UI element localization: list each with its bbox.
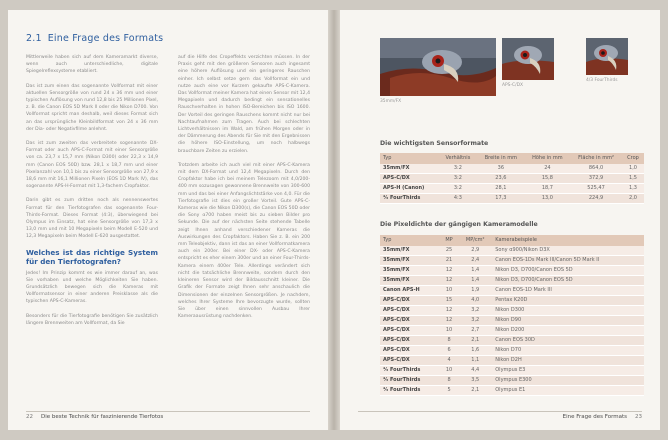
section-heading [26, 33, 163, 44]
table-cell: 15,8 [525, 173, 570, 183]
table-row [380, 325, 644, 335]
table-cell: ⁴⁄₃ FourThirds [380, 385, 440, 395]
paragraph: Besonders für die Tierfotografie benötigen Sie zusätzlich längere Brennweiten am Vollformat, da Sie [26, 313, 158, 326]
table-cell: APS-C/DX [380, 315, 440, 325]
text-column-2 [178, 54, 310, 327]
table-cell: 35mm/FX [380, 255, 440, 265]
table-cell: 6 [440, 345, 458, 355]
table-cell: Sony α900/Nikon D3X [492, 246, 644, 256]
table-cell: 13,0 [525, 193, 570, 203]
column-header: Crop [622, 153, 644, 164]
table-cell: 3:2 [439, 173, 477, 183]
table-row [380, 275, 644, 285]
column-header: MP/cm² [458, 235, 492, 246]
table-cell: Nikon D200 [492, 325, 644, 335]
table-cell: 35mm/FX [380, 275, 440, 285]
table-cell: 224,9 [570, 193, 622, 203]
table-cell: 3:2 [439, 164, 477, 174]
table-row [380, 335, 644, 345]
table-cell: 36 [477, 164, 525, 174]
table-cell: 1,3 [622, 183, 644, 193]
running-title: Die beste Technik für faszinierende Tierfotos [41, 414, 164, 420]
table-cell: 2,0 [622, 193, 644, 203]
table-cell: 2,1 [458, 335, 492, 345]
running-title: Eine Frage des Formats [562, 414, 627, 420]
table-cell: ⁴⁄₃ FourThirds [380, 193, 439, 203]
table-cell: ⁴⁄₃ FourThirds [380, 365, 440, 375]
section-number: 2.1 [26, 33, 42, 44]
paragraph: Trotzdem arbeite ich auch viel mit einer APS-C-Kamera mit dem DX-Format und 12,4 Megapixeln. Durch den Cropfaktor habe ich bei meinem Telezoom mit 4,0/200-400 mm sozusagen gewonnene Brennweite von 300-600 mm und das bei einer Anfangslichtstärke von 4,0. Für die Tierfotografie ist dies ein großer Vorteil. Gute APS-C-Kameras wie die Nikon D300(s), die Canon EOS 50D oder die Sony α700 haben meist bis zu sieben Bilder pro Sekunde. Die auf der nächsten Seite stehende Tabelle zeigt Ihnen anhand verschiedener Kameras die Auswirkungen des Cropfaktors. Haben Sie z. B. ein 200 mm Teleobjektiv, dann ist das an einer Vollformatkamera auch ein 200er. Bei einer DX- oder APS-C-Kamera entspricht es eher einem 300er und an einer Four-Thirds-Kamera einem 400er Tele. Allerdings verändert sich nicht die tatsächliche Brennweite, sondern durch den kleineren Sensor wird der Bildausschnitt kleiner. Die Grafik der Formate zeigt Ihnen sehr anschaulich die Dimensionen der einzelnen Sensorgrößen. Je nachdem, welches Ihrer Systeme Ihre bevorzugte wurde, sollten Sie über einen sinnvollen Ausbau Ihrer Kameraausrüstung nachdenken. [178, 162, 310, 320]
footer-rule [26, 411, 310, 412]
table-cell: 10 [440, 285, 458, 295]
table-row [380, 193, 644, 203]
right-page [340, 10, 660, 430]
bird-photo-full [380, 38, 496, 96]
table-cell: 28,1 [477, 183, 525, 193]
table-cell: 35mm/FX [380, 246, 440, 256]
table-cell: 3:2 [439, 183, 477, 193]
table-cell: Nikon D2H [492, 355, 644, 365]
page-footer [26, 414, 163, 420]
paragraph: auf die Hilfe des Cropeffekts verzichten müssen. In der Praxis geht mit den größeren Sensoren auch ingesamt eine höhere Auflösung und ein geringeres Rauschen einher. Ich selbst setze gern das Vollformat ein und nutze auch eine vor Kurzem gekaufte APS-C-Kamera. Das Vollformat meiner Kamera hat einen Sensor mit 12,4 Megapixeln und dadurch bedingt ein sensationelles Rauschverhalten in hohen ISO-Bereichen bis ISO 1600. Der Vorteil des geringen Rauschens kommt nicht nur bei Nachtaufnahmen zum Tragen. Auch bei schlechten Lichtverhältnissen im Wald, am frühen Morgen oder in der Dämmerung des Abends für Sie mit den Ergebnissen die höhere ISO-Einstellung, um noch halbwegs brauchbare Zeiten zu erzielen. [178, 55, 310, 154]
table-row [380, 305, 644, 315]
table-cell: 2,9 [458, 246, 492, 256]
table-cell: 12 [440, 315, 458, 325]
table-cell: 12 [440, 265, 458, 275]
column-header: Verhältnis [439, 153, 477, 164]
page-number: 22 [26, 414, 33, 420]
table-cell: 4 [440, 355, 458, 365]
table-cell: 3,5 [458, 375, 492, 385]
table-cell: 372,9 [570, 173, 622, 183]
table-cell: Canon EOS-1Ds Mark III/Canon 5D Mark II [492, 255, 644, 265]
table-cell: 10 [440, 365, 458, 375]
table-cell: 1,6 [458, 345, 492, 355]
table-cell: 1,5 [622, 173, 644, 183]
table-cell: APS-C/DX [380, 295, 440, 305]
paragraph: Das ist zum einen das sogenannte Vollformat mit einer aktuellen Sensorgröße von rund 24 x 36 mm und einer typischen Auflösung von rund 12,8 bis 25 Millionen Pixel, z. B. die Canon EOS 5D Mark II oder die Nikon D700. Von Vollformat spricht man deshalb, weil dieses Format sich an das ursprüngliche Kleinbildformat von 24 x 36 mm der Dia- oder Negativfilme anlehnt. [26, 83, 158, 132]
table-cell: 2,1 [458, 385, 492, 395]
table-row [380, 295, 644, 305]
table-cell: 12 [440, 275, 458, 285]
paragraph: Das ist zum zweiten das verbreitete sogenannte DX-Format oder auch APS-C-Format mit einer Sensorgröße von ca. 23,7 x 15,7 mm (Nikon D300) oder 22,3 x 14,9 mm (Canon EOS 50D) bzw. 28,1 x 18,7 mm und einer Pixelanzahl von 10,1 bis zu einer Sensorgröße von 27,9 x 18,6 mm mit 16,1 Millionen Pixeln (EOS 1D Mark IV), das sogenannte APS-H-Format mit 1,3-fachem Cropfaktor. [26, 141, 158, 190]
table-cell: 1,4 [458, 275, 492, 285]
table-cell: APS-C/DX [380, 325, 440, 335]
table-cell: 10 [440, 325, 458, 335]
table-cell: APS-C/DX [380, 355, 440, 365]
table-cell: 25 [440, 246, 458, 256]
table-cell: 4,0 [458, 295, 492, 305]
footer-rule [358, 411, 642, 412]
table-row [380, 265, 644, 275]
column-header: Kamerabeispiele [492, 235, 644, 246]
table-cell: 2,7 [458, 325, 492, 335]
table-cell: Nikon D300 [492, 305, 644, 315]
table-row [380, 345, 644, 355]
table-row [380, 164, 644, 174]
photo-caption: 4/3 FourThirds [586, 78, 618, 83]
table-cell: Nikon D70 [492, 345, 644, 355]
photo-caption: APS-C/DX [502, 83, 523, 88]
table-cell: 4:3 [439, 193, 477, 203]
table-cell: Nikon D90 [492, 315, 644, 325]
paragraph: Mittlerweile haben sich auf dem Kameramarkt diverse, wenn auch unterschiedliche, digitale Spiegelreflexsysteme etabliert. [26, 55, 158, 75]
table-cell: 864,0 [570, 164, 622, 174]
table-row [380, 385, 644, 395]
table-cell: Pentax K20D [492, 295, 644, 305]
table-row [380, 183, 644, 193]
table-cell: 24 [525, 164, 570, 174]
table-cell: 1,1 [458, 355, 492, 365]
table-cell: 525,47 [570, 183, 622, 193]
table-title: Die wichtigsten Sensorformate [380, 140, 489, 147]
table-cell: 8 [440, 335, 458, 345]
table-cell: 35mm/FX [380, 164, 439, 174]
left-page [8, 10, 328, 430]
table-cell: 21 [440, 255, 458, 265]
table-cell: 1,4 [458, 265, 492, 275]
table-cell: 15 [440, 295, 458, 305]
book-gutter [328, 10, 340, 430]
table-row [380, 365, 644, 375]
sensor-formats-table [380, 153, 644, 204]
table-cell: 8 [440, 375, 458, 385]
page-number: 23 [635, 414, 642, 420]
table-cell: Canon EOS 30D [492, 335, 644, 345]
table-cell: APS-C/DX [380, 345, 440, 355]
table-cell: 2,4 [458, 255, 492, 265]
page-footer [563, 414, 642, 420]
table-cell: APS-C/DX [380, 173, 439, 183]
table-cell: Canon APS-H [380, 285, 440, 295]
table-row [380, 246, 644, 256]
table-cell: APS-C/DX [380, 305, 440, 315]
table-cell: 35mm/FX [380, 265, 440, 275]
table-cell: Olympus E300 [492, 375, 644, 385]
paragraph: Darin gibt es zum dritten noch als nennenswertes Format für den Tierfotografen das sogenannte Four-Thirds-Format. Dieses Format (4:3), überwiegend bei Olympus im Einsatz, hat eine Sensorgröße von 17,3 x 13,0 mm und mit 10 Megapixeln beim Modell E-520 und 12,3 Megapixeln beim Modell E-620 ausgestattet. [26, 198, 158, 240]
table-cell: 3,2 [458, 305, 492, 315]
pixel-density-table [380, 235, 644, 396]
table-cell: 18,7 [525, 183, 570, 193]
table-row [380, 173, 644, 183]
table-title: Die Pixeldichte der gängigen Kameramodelle [380, 221, 538, 228]
bird-photo-fourthirds [586, 38, 628, 75]
table-header-row [380, 153, 644, 164]
table-row [380, 285, 644, 295]
table-cell: ⁴⁄₃ FourThirds [380, 375, 440, 385]
table-cell: Canon EOS-1D Mark III [492, 285, 644, 295]
crop-comparison-photos [380, 38, 640, 108]
table-cell: APS-H (Canon) [380, 183, 439, 193]
section-title: Eine Frage des Formats [47, 33, 164, 44]
table-cell: Olympus E3 [492, 365, 644, 375]
table-cell: Nikon D3, D700/Canon EOS 5D [492, 265, 644, 275]
table-cell: 17,3 [477, 193, 525, 203]
table-cell: 1,0 [622, 164, 644, 174]
table-cell: 4,4 [458, 365, 492, 375]
table-cell: 3,2 [458, 315, 492, 325]
table-row [380, 355, 644, 365]
column-header: MP [440, 235, 458, 246]
table-cell: 12 [440, 305, 458, 315]
table-cell: Olympus E1 [492, 385, 644, 395]
table-header-row [380, 235, 644, 246]
table-row [380, 315, 644, 325]
text-column-1 [26, 54, 158, 334]
column-header: Typ [380, 235, 440, 246]
paragraph: Jedes! Im Prinzip kommt es wie immer darauf an, was Sie vorhaben und welche Möglichkeiten Sie haben. Grundsätzlich bewegen sich die Kameras mit Vollformatsensor in einer anderen Preisklasse als die typischen APS-C-Kameras. [26, 270, 158, 305]
bird-photo-apsc [502, 38, 554, 80]
column-header: Breite in mm [477, 153, 525, 164]
table-cell: 23,6 [477, 173, 525, 183]
table-cell: APS-C/DX [380, 335, 440, 345]
subheading: Welches ist das richtige System für den Tierfotografen? [26, 247, 158, 266]
photo-caption: 35mm/FX [380, 99, 402, 104]
table-row [380, 255, 644, 265]
table-row [380, 375, 644, 385]
table-cell: 1,9 [458, 285, 492, 295]
column-header: Höhe in mm [525, 153, 570, 164]
column-header: Typ [380, 153, 439, 164]
table-cell: 5 [440, 385, 458, 395]
column-header: Fläche in mm² [570, 153, 622, 164]
table-cell: Nikon D3, D700/Canon EOS 5D [492, 275, 644, 285]
